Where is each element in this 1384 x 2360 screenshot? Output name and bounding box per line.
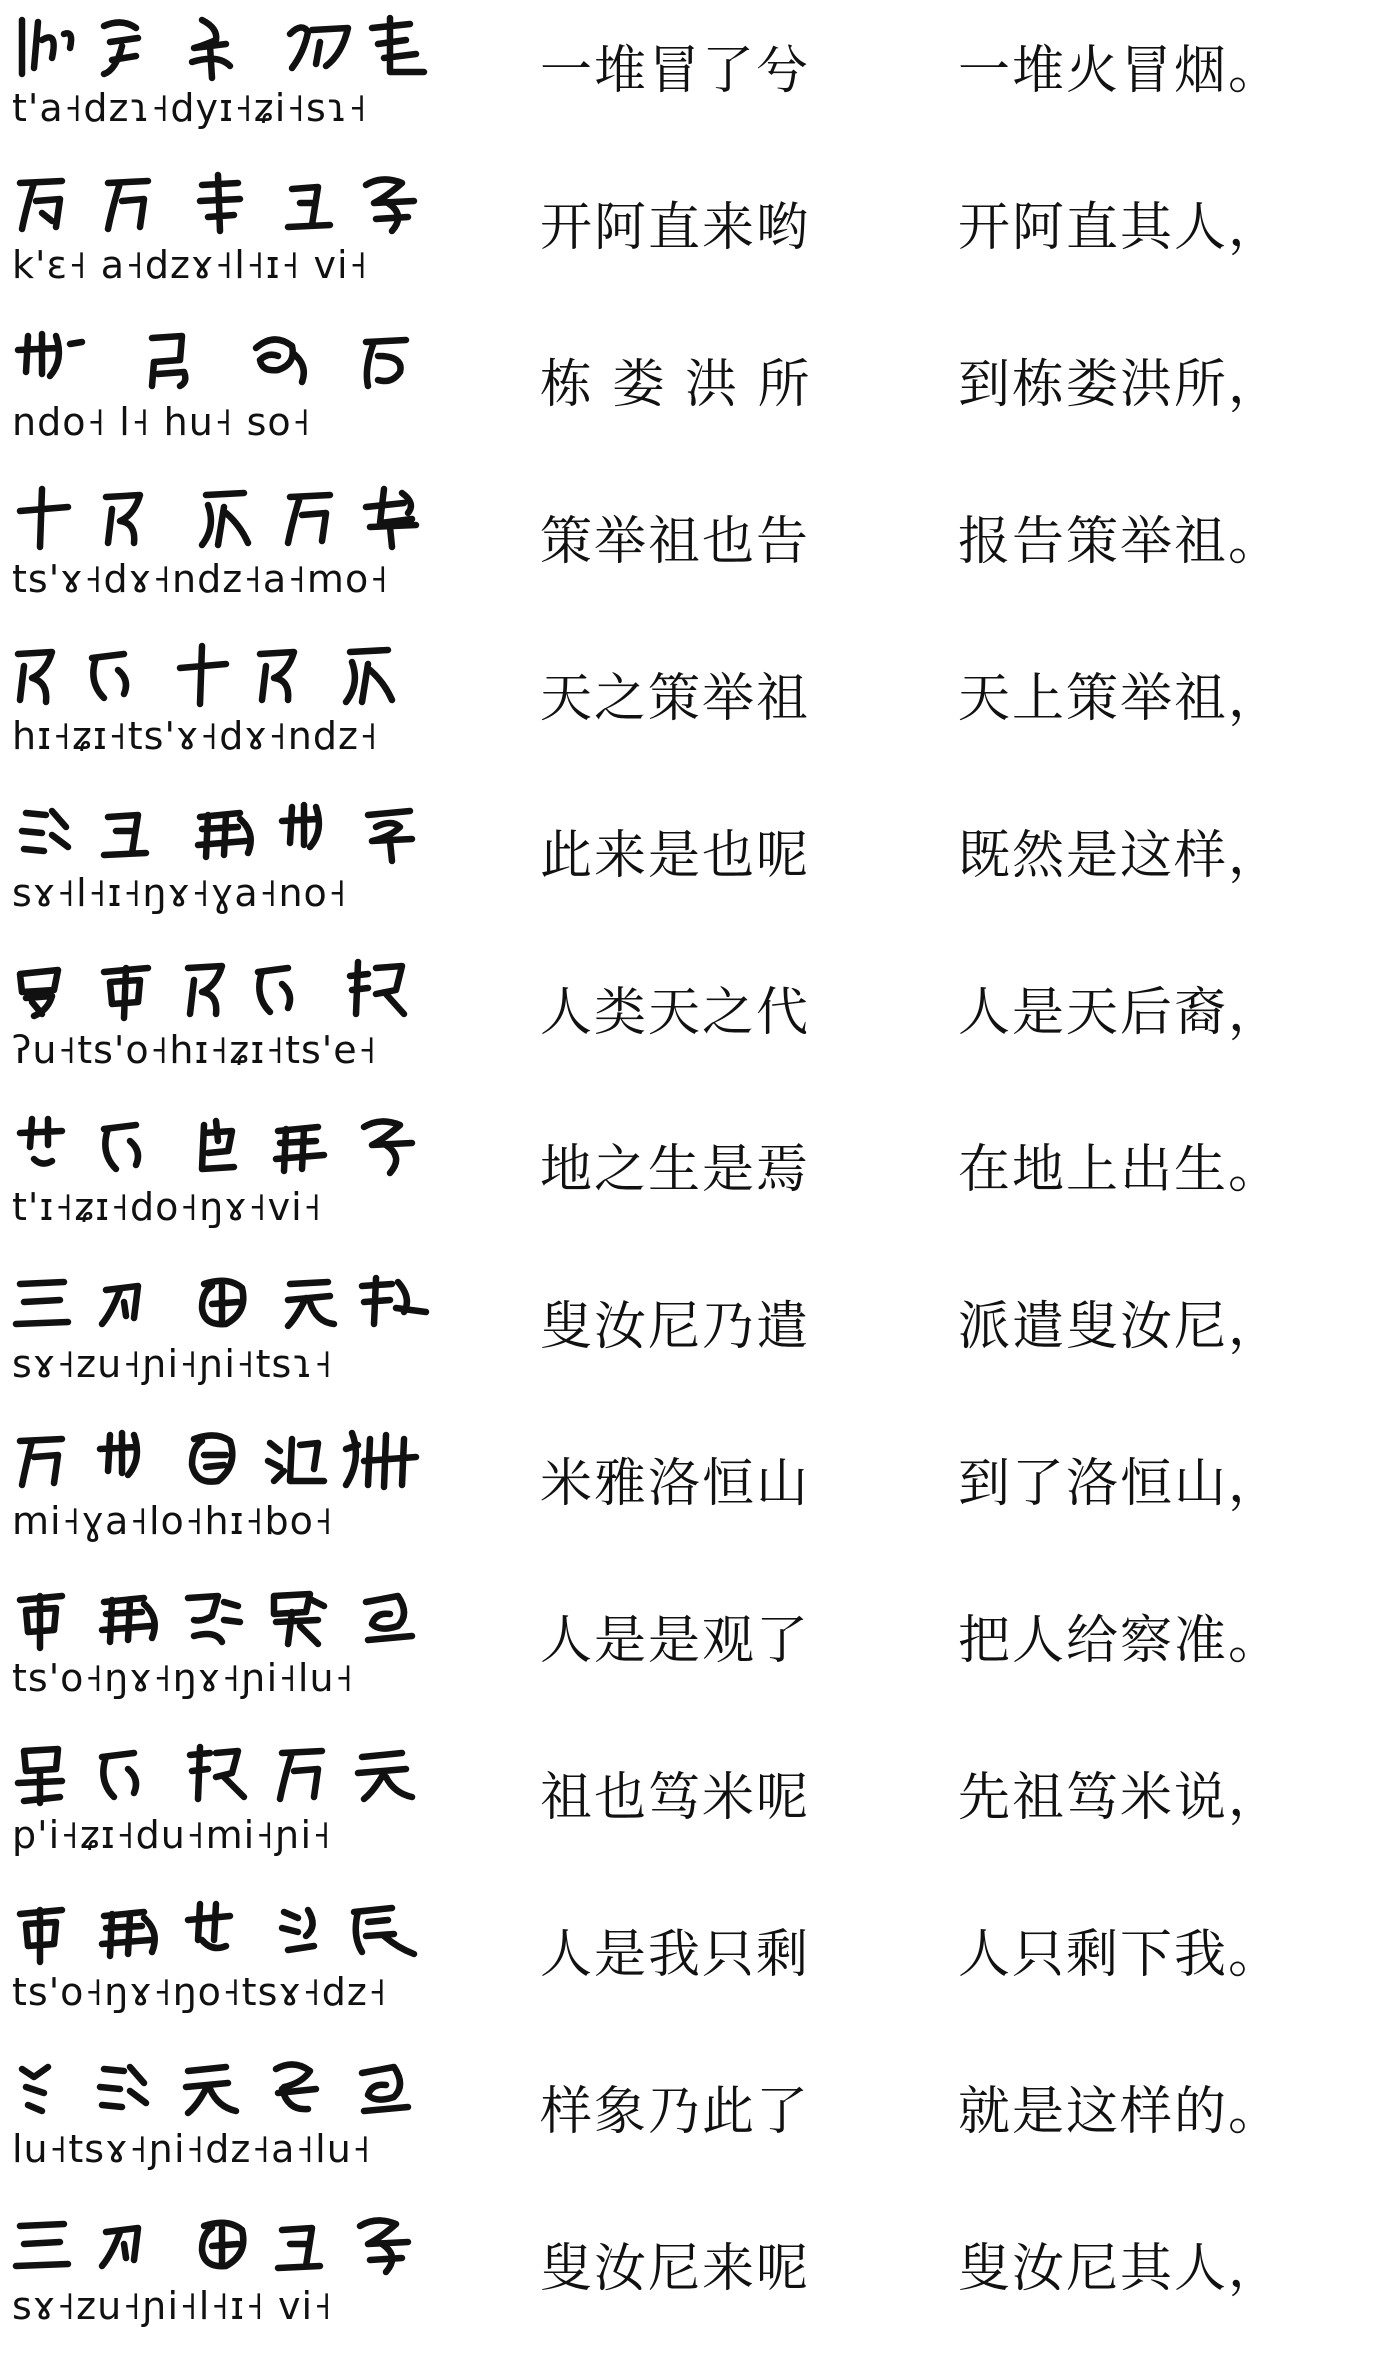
- verse-row: [0, 785, 1384, 942]
- translation-text: 天上策举祖，: [958, 669, 1283, 729]
- yi-script-glyphs: [12, 483, 442, 555]
- translation-text: 叟汝尼其人，: [958, 2239, 1283, 2299]
- yi-script-glyphs: [12, 797, 442, 869]
- translation-text: 到了洛恒山，: [958, 1454, 1283, 1514]
- romanization: mi˧ɣa˧lo˧hɪ˧bo˧: [12, 1499, 334, 1543]
- romanization: ts'o˧ŋɤ˧ŋɤ˧ɲi˧lu˧: [12, 1656, 355, 1700]
- romanization: ts'ɤ˧dɤ˧ndz˧a˧mo˧: [12, 557, 389, 601]
- gloss-text: 人是是观了: [540, 1611, 811, 1671]
- gloss-text: 米雅洛恒山: [540, 1454, 811, 1514]
- yi-text-block: [12, 1570, 442, 1727]
- gloss-text: 叟汝尼来呢: [540, 2239, 811, 2299]
- translation-text: 一堆火冒烟。: [958, 41, 1283, 101]
- yi-text-block: [12, 2041, 442, 2198]
- translation-text: 人只剩下我。: [958, 1925, 1283, 1985]
- romanization: ndo˧ l˧ hu˧ so˧: [12, 400, 312, 444]
- yi-script-glyphs: [12, 2210, 442, 2282]
- romanization: lu˧tsɤ˧ɲi˧dz˧a˧lu˧: [12, 2127, 372, 2171]
- yi-text-block: [12, 785, 442, 942]
- yi-text-block: [12, 1413, 442, 1570]
- romanization: ʔu˧ts'o˧hɪ˧ʑɪ˧ts'e˧: [12, 1028, 378, 1072]
- gloss-text: 一堆冒了兮: [540, 41, 811, 101]
- yi-text-block: [12, 1256, 442, 1413]
- yi-text-block: [12, 942, 442, 1099]
- yi-script-glyphs: [12, 1582, 442, 1654]
- yi-text-block: [12, 314, 442, 471]
- romanization: ts'o˧ŋɤ˧ŋo˧tsɤ˧dz˧: [12, 1970, 388, 2014]
- yi-text-block: [12, 157, 442, 314]
- romanization: t'ɪ˧ʑɪ˧do˧ŋɤ˧vi˧: [12, 1185, 323, 1229]
- gloss-text: 此来是也呢: [540, 826, 811, 886]
- yi-script-glyphs: [12, 954, 442, 1026]
- verse-row: [0, 1727, 1384, 1884]
- verse-row: [0, 0, 1384, 157]
- gloss-text: 人类天之代: [540, 983, 811, 1043]
- translation-text: 把人给察准。: [958, 1611, 1283, 1671]
- verse-row: [0, 157, 1384, 314]
- yi-text-block: [12, 0, 442, 157]
- translation-text: 既然是这样，: [958, 826, 1283, 886]
- yi-script-glyphs: [12, 1268, 442, 1340]
- yi-script-glyphs: [12, 12, 442, 84]
- verse-row: [0, 314, 1384, 471]
- yi-script-glyphs: [12, 2053, 442, 2125]
- romanization: sɤ˧l˧ɪ˧ŋɤ˧ɣa˧no˧: [12, 871, 348, 915]
- verse-row: [0, 471, 1384, 628]
- yi-script-glyphs: [12, 640, 442, 712]
- gloss-text: 样象乃此了: [540, 2082, 811, 2142]
- yi-script-glyphs: [12, 1896, 442, 1968]
- translation-text: 派遣叟汝尼，: [958, 1297, 1283, 1357]
- romanization: sɤ˧zu˧ɲi˧ɲi˧tsɿ˧: [12, 1342, 334, 1386]
- yi-script-glyphs: [12, 1425, 442, 1497]
- gloss-text: 策举祖也告: [540, 512, 811, 572]
- yi-text-block: [12, 1727, 442, 1884]
- translation-text: 开阿直其人，: [958, 198, 1283, 258]
- gloss-text: 地之生是焉: [540, 1140, 811, 1200]
- verse-row: [0, 2041, 1384, 2198]
- translation-text: 在地上出生。: [958, 1140, 1283, 1200]
- gloss-text: 祖也笃米呢: [540, 1768, 811, 1828]
- translation-text: 人是天后裔，: [958, 983, 1283, 1043]
- verse-row: [0, 1570, 1384, 1727]
- gloss-text: 栋 娄 洪 所: [540, 355, 812, 415]
- verse-row: [0, 1884, 1384, 2041]
- yi-text-block: [12, 2198, 442, 2355]
- translation-text: 先祖笃米说，: [958, 1768, 1283, 1828]
- romanization: t'a˧dzɿ˧dyɪ˧ʑi˧sɿ˧: [12, 86, 368, 130]
- yi-script-glyphs: [12, 169, 442, 241]
- romanization: p'i˧ʑɪ˧du˧mi˧ɲi˧: [12, 1813, 332, 1857]
- verse-row: [0, 1413, 1384, 1570]
- yi-text-block: [12, 628, 442, 785]
- gloss-text: 开阿直来哟: [540, 198, 811, 258]
- verse-row: [0, 628, 1384, 785]
- romanization: hɪ˧ʑɪ˧ts'ɤ˧dɤ˧ndz˧: [12, 714, 379, 758]
- yi-text-block: [12, 1884, 442, 2041]
- yi-script-glyphs: [12, 1111, 442, 1183]
- yi-text-block: [12, 471, 442, 628]
- yi-script-glyphs: [12, 1739, 442, 1811]
- romanization: sɤ˧zu˧ɲi˧l˧ɪ˧ vi˧: [12, 2284, 333, 2328]
- yi-script-glyphs: [12, 326, 442, 398]
- translation-text: 报告策举祖。: [958, 512, 1283, 572]
- verse-row: [0, 942, 1384, 1099]
- verse-row: [0, 1099, 1384, 1256]
- translation-text: 到栋娄洪所，: [958, 355, 1283, 415]
- gloss-text: 天之策举祖: [540, 669, 811, 729]
- gloss-text: 人是我只剩: [540, 1925, 811, 1985]
- translation-text: 就是这样的。: [958, 2082, 1283, 2142]
- gloss-text: 叟汝尼乃遣: [540, 1297, 811, 1357]
- verse-row: [0, 1256, 1384, 1413]
- romanization: k'ɛ˧ a˧dzɤ˧l˧ɪ˧ vi˧: [12, 243, 369, 287]
- yi-text-block: [12, 1099, 442, 1256]
- verse-row: [0, 2198, 1384, 2355]
